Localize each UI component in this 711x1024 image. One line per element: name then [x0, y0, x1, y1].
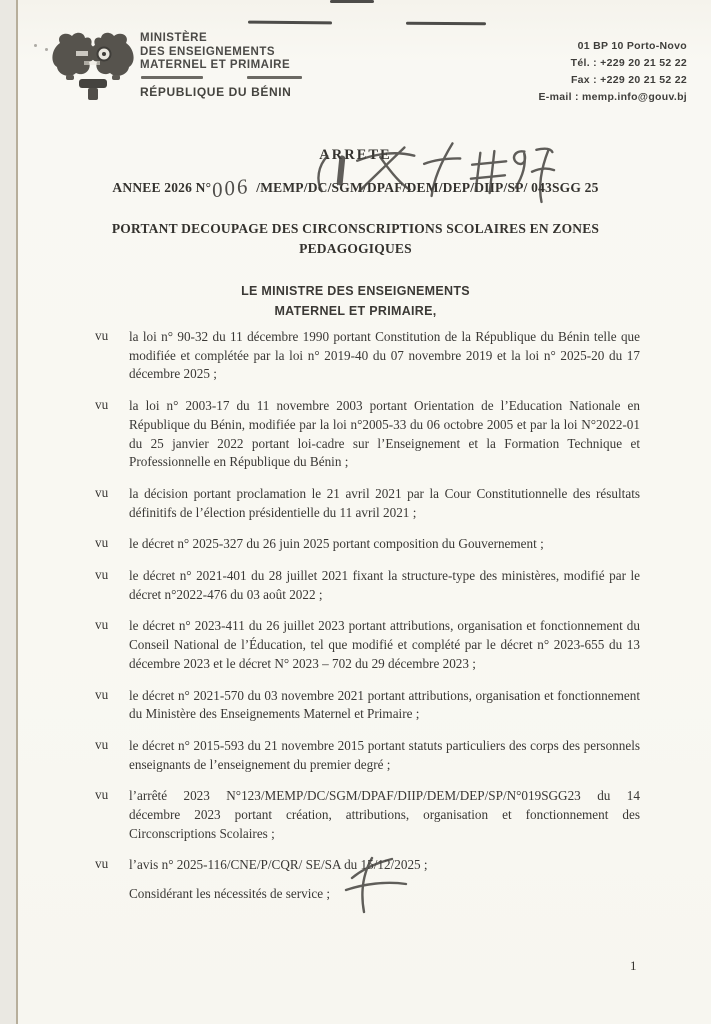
decree-heading: ARRETE [319, 147, 392, 163]
visa-text: le décret n° 2021-401 du 28 juillet 2021 fixant la structure-type des ministères, modifié par le décret n°2022-476 du 03 août 2022 ; [129, 568, 640, 602]
visa-list [95, 328, 640, 888]
visa-text: le décret n° 2023-411 du 26 juillet 2023 portant attributions, organisation et fonctionnement du Conseil National de l’Éducation, tel que modifié et complété par le décret n° 2023-655 du 13 décembre 2023 et le décret N° 2023 – 702 du 29 décembre 2023 ; [129, 618, 640, 671]
vu-label: vu [95, 535, 109, 551]
handwritten-decree-number: 006 [212, 173, 250, 203]
vu-label: vu [95, 856, 109, 872]
vu-label: vu [95, 328, 109, 343]
vu-label: vu [95, 617, 109, 633]
contact-tel: Tél. : +229 20 21 52 22 [570, 57, 687, 69]
visa-row [95, 535, 640, 554]
visa-text: le décret n° 2025-327 du 26 juin 2025 portant composition du Gouvernement ; [129, 536, 544, 552]
ministry-name [140, 32, 290, 73]
page-number: 1 [630, 958, 637, 973]
benin-coat-of-arms-icon [46, 27, 140, 109]
ministry-line: MINISTÈRE [140, 32, 208, 44]
vu-label: vu [95, 787, 109, 803]
contact-address: 01 BP 10 Porto-Novo [577, 40, 687, 52]
scan-speck [34, 44, 37, 47]
vu-label: vu [95, 567, 109, 583]
ministry-line: MATERNEL ET PRIMAIRE [140, 59, 291, 71]
vu-label: vu [95, 686, 109, 702]
scan-mark [248, 21, 332, 25]
visa-row [95, 617, 640, 673]
reference-suffix: /MEMP/DC/SGM/DPAF/DEM/DEP/DIIP/SP/ 043SGG 25 [256, 180, 599, 195]
visa-text: l’avis n° 2025-116/CNE/P/CQR/ SE/SA du 15/12/2025 ; [129, 857, 428, 873]
visa-row [95, 397, 640, 472]
visa-text: le décret n° 2021-570 du 03 novembre 2021 portant attributions, organisation et fonctionnement du Ministère des Enseignements Maternel et Primaire ; [129, 687, 640, 722]
ministry-line: DES ENSEIGNEMENTS [140, 45, 276, 58]
considerant-indent [95, 885, 129, 904]
vu-label: vu [95, 736, 109, 752]
visa-text: la décision portant proclamation le 21 avril 2021 par la Cour Constitutionnelle des résultats définitifs de l’élection présidentielle du 11 avril 2021 ; [129, 485, 640, 520]
contact-email: E-mail : memp.info@gouv.bj [538, 91, 687, 103]
scan-mark [330, 0, 374, 3]
considerant-text: Considérant les nécessités de service ; [129, 886, 331, 901]
handwritten-paraph [338, 856, 412, 918]
visa-row [95, 485, 640, 522]
minister-line: MATERNEL ET PRIMAIRE, [274, 304, 437, 318]
minister-line: LE MINISTRE DES ENSEIGNEMENTS [241, 284, 470, 298]
visa-row [95, 567, 640, 604]
vu-label: vu [95, 397, 109, 413]
scan-mark [406, 22, 486, 26]
handwritten-scribble [292, 140, 572, 204]
visa-text: la loi n° 2003-17 du 11 novembre 2003 portant Orientation de l’Education Nationale en République du Bénin, modifiée par la loi n°2005-33 du 06 octobre 2005 et par la loi N°2022-01 du 25 janvier 2022 portant loi-cadre sur l’Enseignement et la Formation Technique et Professionnelle en République du Bénin ; [129, 398, 640, 470]
header-divider [141, 76, 203, 79]
reference-prefix: ANNEE 2026 N° [112, 180, 212, 195]
contact-fax: Fax : +229 20 21 52 22 [570, 74, 687, 86]
decree-subject [80, 219, 631, 259]
visa-text: la loi n° 90-32 du 11 décembre 1990 portant Constitution de la République du Bénin telle que modifiée et complétée par la loi n° 2019-40 du 07 novembre 2019 et la loi n° 2025-20 du 17 décembre 2025 ; [129, 329, 640, 382]
vu-label: vu [95, 484, 109, 500]
visa-text: le décret n° 2015-593 du 21 novembre 2015 portant statuts particuliers des corps des personnels enseignants de l’enseignement du premier degré ; [129, 737, 640, 772]
visa-row [95, 787, 640, 843]
contact-block [538, 38, 687, 106]
subject-line: PEDAGOGIQUES [299, 241, 412, 256]
visa-row [95, 687, 640, 724]
visa-text: l’arrêté 2023 N°123/MEMP/DC/SGM/DPAF/DIIP/DEM/DEP/SP/N°019SGG23 du 14 décembre 2023 portant création, attributions, organisation et fonctionnement des Circonscriptions Scolaires ; [129, 788, 640, 841]
subject-line: PORTANT DECOUPAGE DES CIRCONSCRIPTIONS SCOLAIRES EN ZONES [111, 221, 600, 236]
republic-name: RÉPUBLIQUE DU BÉNIN [140, 85, 292, 99]
visa-row [95, 737, 640, 774]
visa-row [95, 328, 640, 384]
minister-heading [0, 281, 711, 321]
header-divider [247, 76, 302, 79]
